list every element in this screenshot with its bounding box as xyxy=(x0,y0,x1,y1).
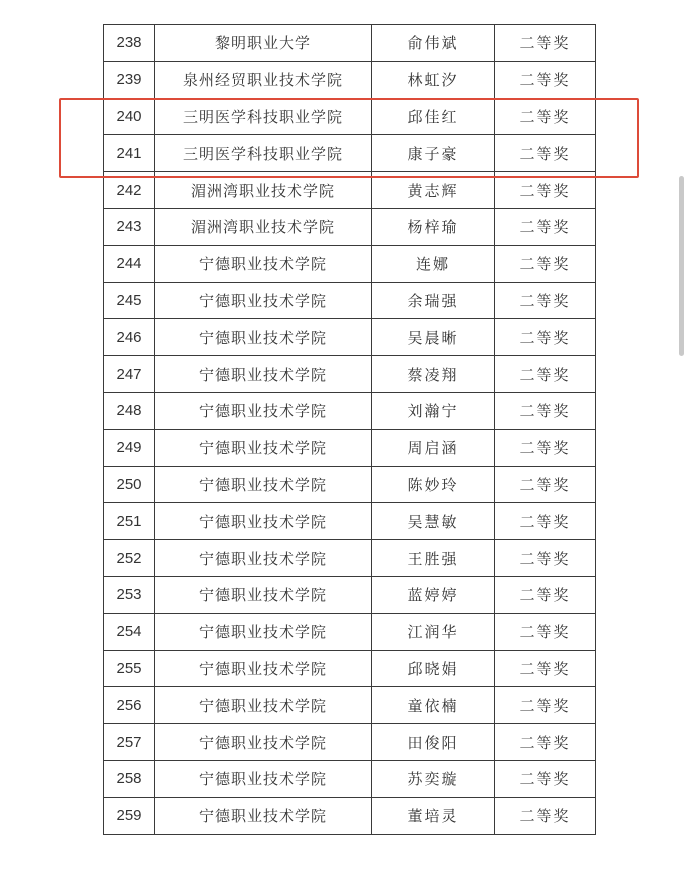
school-name: 宁德职业技术学院 xyxy=(155,687,372,724)
table-row xyxy=(104,613,596,650)
row-number: 239 xyxy=(104,61,155,98)
school-name: 三明医学科技职业学院 xyxy=(155,98,372,135)
student-name: 林虹汐 xyxy=(372,61,495,98)
table-row xyxy=(104,687,596,724)
award-level: 二等奖 xyxy=(495,724,596,761)
student-name: 吴晨晰 xyxy=(372,319,495,356)
table-row xyxy=(104,208,596,245)
table-row xyxy=(104,466,596,503)
award-level: 二等奖 xyxy=(495,429,596,466)
school-name: 宁德职业技术学院 xyxy=(155,503,372,540)
school-name: 宁德职业技术学院 xyxy=(155,282,372,319)
table-row xyxy=(104,282,596,319)
award-level: 二等奖 xyxy=(495,576,596,613)
award-level: 二等奖 xyxy=(495,613,596,650)
table-row-highlighted xyxy=(104,135,596,172)
student-name: 俞伟斌 xyxy=(372,25,495,62)
row-number: 251 xyxy=(104,503,155,540)
award-level: 二等奖 xyxy=(495,392,596,429)
student-name: 黄志辉 xyxy=(372,172,495,209)
row-number: 248 xyxy=(104,392,155,429)
school-name: 宁德职业技术学院 xyxy=(155,392,372,429)
table-row xyxy=(104,576,596,613)
table-row xyxy=(104,797,596,834)
student-name: 蓝婷婷 xyxy=(372,576,495,613)
table-row xyxy=(104,319,596,356)
student-name: 杨梓瑜 xyxy=(372,208,495,245)
student-name: 童依楠 xyxy=(372,687,495,724)
student-name: 邱佳红 xyxy=(372,98,495,135)
school-name: 三明医学科技职业学院 xyxy=(155,135,372,172)
table-row xyxy=(104,392,596,429)
school-name: 宁德职业技术学院 xyxy=(155,245,372,282)
award-level: 二等奖 xyxy=(495,245,596,282)
row-number: 243 xyxy=(104,208,155,245)
school-name: 宁德职业技术学院 xyxy=(155,319,372,356)
school-name: 宁德职业技术学院 xyxy=(155,429,372,466)
school-name: 宁德职业技术学院 xyxy=(155,613,372,650)
table-row xyxy=(104,540,596,577)
school-name: 宁德职业技术学院 xyxy=(155,356,372,393)
student-name: 蔡凌翔 xyxy=(372,356,495,393)
award-level: 二等奖 xyxy=(495,208,596,245)
school-name: 宁德职业技术学院 xyxy=(155,760,372,797)
row-number: 258 xyxy=(104,760,155,797)
table-row xyxy=(104,429,596,466)
row-number: 247 xyxy=(104,356,155,393)
student-name: 邱晓娟 xyxy=(372,650,495,687)
school-name: 宁德职业技术学院 xyxy=(155,466,372,503)
row-number: 257 xyxy=(104,724,155,761)
award-level: 二等奖 xyxy=(495,503,596,540)
school-name: 湄洲湾职业技术学院 xyxy=(155,208,372,245)
row-number: 256 xyxy=(104,687,155,724)
award-level: 二等奖 xyxy=(495,760,596,797)
award-level: 二等奖 xyxy=(495,25,596,62)
school-name: 宁德职业技术学院 xyxy=(155,576,372,613)
award-level: 二等奖 xyxy=(495,356,596,393)
student-name: 王胜强 xyxy=(372,540,495,577)
row-number: 250 xyxy=(104,466,155,503)
award-level: 二等奖 xyxy=(495,61,596,98)
student-name: 周启涵 xyxy=(372,429,495,466)
school-name: 宁德职业技术学院 xyxy=(155,650,372,687)
student-name: 吴慧敏 xyxy=(372,503,495,540)
table-row xyxy=(104,61,596,98)
student-name: 余瑞强 xyxy=(372,282,495,319)
table-row xyxy=(104,760,596,797)
school-name: 泉州经贸职业技术学院 xyxy=(155,61,372,98)
row-number: 249 xyxy=(104,429,155,466)
row-number: 254 xyxy=(104,613,155,650)
school-name: 湄洲湾职业技术学院 xyxy=(155,172,372,209)
student-name: 董培灵 xyxy=(372,797,495,834)
award-level: 二等奖 xyxy=(495,650,596,687)
row-number: 238 xyxy=(104,25,155,62)
table-row xyxy=(104,356,596,393)
award-level: 二等奖 xyxy=(495,319,596,356)
award-level: 二等奖 xyxy=(495,466,596,503)
award-table-body xyxy=(104,25,596,835)
award-level: 二等奖 xyxy=(495,687,596,724)
table-row xyxy=(104,245,596,282)
row-number: 253 xyxy=(104,576,155,613)
school-name: 宁德职业技术学院 xyxy=(155,724,372,761)
award-level: 二等奖 xyxy=(495,172,596,209)
row-number: 242 xyxy=(104,172,155,209)
vertical-scrollbar-thumb[interactable] xyxy=(679,176,684,356)
row-number: 252 xyxy=(104,540,155,577)
row-number: 244 xyxy=(104,245,155,282)
school-name: 宁德职业技术学院 xyxy=(155,540,372,577)
school-name: 黎明职业大学 xyxy=(155,25,372,62)
table-row xyxy=(104,650,596,687)
award-level: 二等奖 xyxy=(495,135,596,172)
row-number: 240 xyxy=(104,98,155,135)
award-list-table xyxy=(103,24,596,835)
award-level: 二等奖 xyxy=(495,282,596,319)
row-number: 259 xyxy=(104,797,155,834)
student-name: 江润华 xyxy=(372,613,495,650)
row-number: 245 xyxy=(104,282,155,319)
table-row xyxy=(104,503,596,540)
table-row xyxy=(104,724,596,761)
row-number: 246 xyxy=(104,319,155,356)
student-name: 康子豪 xyxy=(372,135,495,172)
row-number: 241 xyxy=(104,135,155,172)
table-row xyxy=(104,25,596,62)
student-name: 陈妙玲 xyxy=(372,466,495,503)
table-row-highlighted xyxy=(104,98,596,135)
award-level: 二等奖 xyxy=(495,98,596,135)
student-name: 田俊阳 xyxy=(372,724,495,761)
school-name: 宁德职业技术学院 xyxy=(155,797,372,834)
student-name: 苏奕璇 xyxy=(372,760,495,797)
student-name: 连娜 xyxy=(372,245,495,282)
student-name: 刘瀚宁 xyxy=(372,392,495,429)
table-row xyxy=(104,172,596,209)
award-level: 二等奖 xyxy=(495,797,596,834)
row-number: 255 xyxy=(104,650,155,687)
award-level: 二等奖 xyxy=(495,540,596,577)
